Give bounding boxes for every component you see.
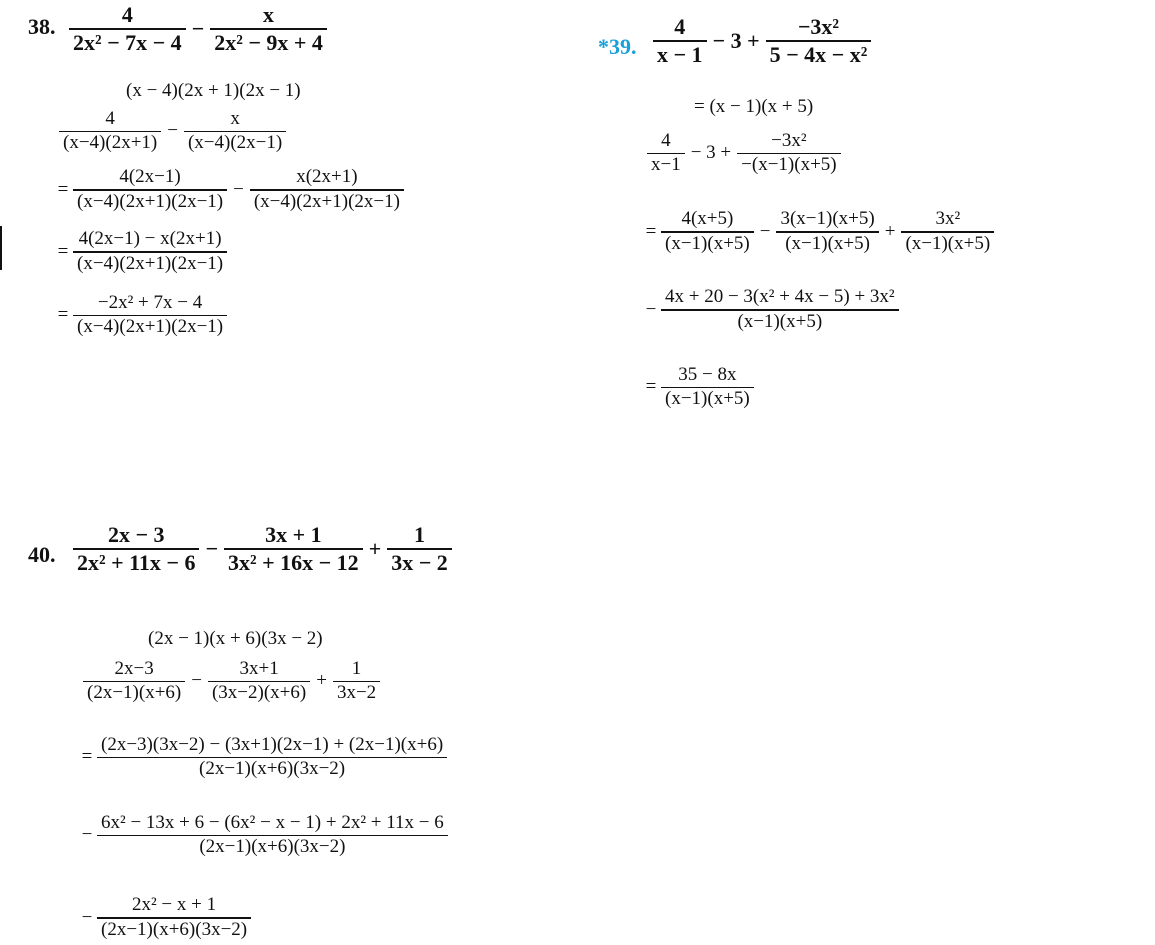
fraction <box>59 108 161 155</box>
operator: + <box>884 220 896 242</box>
denominator: (x−4)(2x+1)(2x−1) <box>77 252 224 274</box>
problem-39-number: *39. <box>598 34 637 59</box>
denominator: (x−1)(x+5) <box>665 232 750 254</box>
fraction <box>83 658 185 705</box>
numerator: x <box>263 2 275 27</box>
numerator: 3x + 1 <box>265 522 322 547</box>
denominator: x−1 <box>651 153 681 175</box>
numerator: 1 <box>351 658 362 679</box>
fraction <box>73 228 227 276</box>
numerator: −3x² <box>797 14 840 39</box>
fraction <box>766 14 872 69</box>
fraction <box>737 130 840 177</box>
problem-38-number: 38. <box>28 14 56 39</box>
operator: − <box>759 220 771 242</box>
numerator: 1 <box>414 522 425 547</box>
fraction <box>97 734 447 781</box>
numerator: 4 <box>674 14 686 39</box>
denominator: −(x−1)(x+5) <box>741 153 837 175</box>
fraction <box>661 364 754 411</box>
numerator: x(2x+1) <box>296 166 358 187</box>
numerator: 4(2x−1) − x(2x+1) <box>78 228 222 249</box>
problem-39-step-2 <box>644 208 997 256</box>
problem-38-step-3 <box>56 228 230 276</box>
problem-40-number: 40. <box>28 542 56 567</box>
problem-39-step-1 <box>644 130 844 177</box>
problem-39-expression <box>650 14 874 69</box>
denominator: 2x² + 11x − 6 <box>77 550 196 576</box>
numerator: 3(x−1)(x+5) <box>780 208 875 229</box>
lead-sign: = <box>57 304 69 326</box>
fraction <box>73 292 227 339</box>
fraction <box>73 166 227 214</box>
denominator: (x−4)(2x+1) <box>63 131 158 153</box>
problem-40-step-1 <box>80 658 383 705</box>
numerator: 3x² <box>935 208 961 229</box>
denominator: (2x−1)(x+6)(3x−2) <box>199 835 346 857</box>
denominator: (x−4)(2x+1)(2x−1) <box>253 190 400 212</box>
denominator: (3x−2)(x+6) <box>211 681 307 703</box>
problem-38-expression <box>66 2 330 57</box>
denominator: 3x² + 16x − 12 <box>228 550 359 576</box>
denominator: x − 1 <box>657 42 703 68</box>
denominator: 5 − 4x − x² <box>769 42 868 68</box>
numerator: 4(x+5) <box>681 208 734 229</box>
fraction <box>97 812 448 859</box>
fraction <box>647 130 685 177</box>
operator: + <box>316 670 327 692</box>
operator: + <box>368 536 382 562</box>
numerator: 2x² − x + 1 <box>131 894 217 915</box>
problem-38-lcd: (x − 4)(2x + 1)(2x − 1) <box>126 80 301 101</box>
lead-sign: = <box>645 376 657 398</box>
numerator: 35 − 8x <box>678 364 737 385</box>
lead-sign: − <box>645 298 657 320</box>
denominator: (x−1)(x+5) <box>665 387 750 409</box>
problem-38-step-1 <box>56 108 289 155</box>
fraction <box>776 208 878 256</box>
numerator: 2x−3 <box>114 658 154 679</box>
fraction <box>661 286 899 334</box>
lead-sign: − <box>81 906 93 928</box>
numerator: −2x² + 7x − 4 <box>97 292 203 313</box>
lead-sign: = <box>57 178 69 200</box>
denominator: (x−4)(2x−1) <box>187 131 283 153</box>
fraction <box>250 166 404 214</box>
numerator: 4x + 20 − 3(x² + 4x − 5) + 3x² <box>665 286 895 307</box>
fraction <box>184 108 286 155</box>
problem-40-step-2 <box>80 734 450 781</box>
lead-sign: = <box>645 220 657 242</box>
denominator: 2x² − 9x + 4 <box>214 30 323 56</box>
problem-39-lcd: = (x − 1)(x + 5) <box>694 96 814 117</box>
fraction <box>901 208 994 256</box>
problem-40-lcd: (2x − 1)(x + 6)(3x − 2) <box>148 628 323 649</box>
operator: − <box>191 16 205 42</box>
operator: − <box>167 120 178 142</box>
operator: − 3 + <box>712 28 760 54</box>
numerator: 2x − 3 <box>107 522 165 547</box>
fraction <box>653 14 707 69</box>
operator: − <box>205 536 219 562</box>
denominator: (2x−1)(x+6) <box>87 681 182 703</box>
fraction <box>387 522 452 577</box>
denominator: (x−4)(2x+1)(2x−1) <box>77 315 224 337</box>
numerator: 4 <box>121 2 133 27</box>
denominator: (2x−1)(x+6)(3x−2) <box>199 757 346 779</box>
fraction <box>661 208 754 256</box>
denominator: (x−4)(2x+1)(2x−1) <box>77 190 224 212</box>
operator: − 3 + <box>690 142 732 164</box>
lead-sign: = <box>57 240 69 262</box>
margin-rule <box>0 226 2 270</box>
denominator: (x−1)(x+5) <box>737 310 823 332</box>
denominator: (2x−1)(x+6)(3x−2) <box>101 918 248 940</box>
lead-sign: − <box>81 824 93 846</box>
operator: − <box>233 178 244 200</box>
denominator: (x−1)(x+5) <box>905 232 991 254</box>
problem-38-step-2 <box>56 166 407 214</box>
operator: − <box>191 670 202 692</box>
denominator: 3x − 2 <box>391 550 448 576</box>
numerator: x <box>230 108 240 129</box>
problem-40-step-4 <box>80 894 254 942</box>
numerator: −3x² <box>771 130 807 151</box>
numerator: 6x² − 13x + 6 − (6x² − x − 1) + 2x² + 11x − 6 <box>101 812 444 833</box>
problem-39-step-3 <box>644 286 902 334</box>
fraction <box>210 2 327 57</box>
denominator: 2x² − 7x − 4 <box>73 30 182 56</box>
fraction <box>69 2 186 57</box>
problem-39-step-4 <box>644 364 757 411</box>
problem-40-expression <box>70 522 455 577</box>
numerator: 4(2x−1) <box>119 166 181 187</box>
fraction <box>73 522 199 577</box>
numerator: 4 <box>105 108 115 129</box>
fraction <box>333 658 380 705</box>
lead-sign: = <box>81 746 93 768</box>
fraction <box>224 522 363 577</box>
numerator: 4 <box>661 130 671 151</box>
numerator: (2x−3)(3x−2) − (3x+1)(2x−1) + (2x−1)(x+6) <box>101 734 444 755</box>
problem-38-step-4 <box>56 292 230 339</box>
numerator: 3x+1 <box>239 658 279 679</box>
problem-40-step-3 <box>80 812 451 859</box>
fraction <box>208 658 310 705</box>
denominator: (x−1)(x+5) <box>785 232 870 254</box>
denominator: 3x−2 <box>336 681 377 703</box>
fraction <box>97 894 251 942</box>
